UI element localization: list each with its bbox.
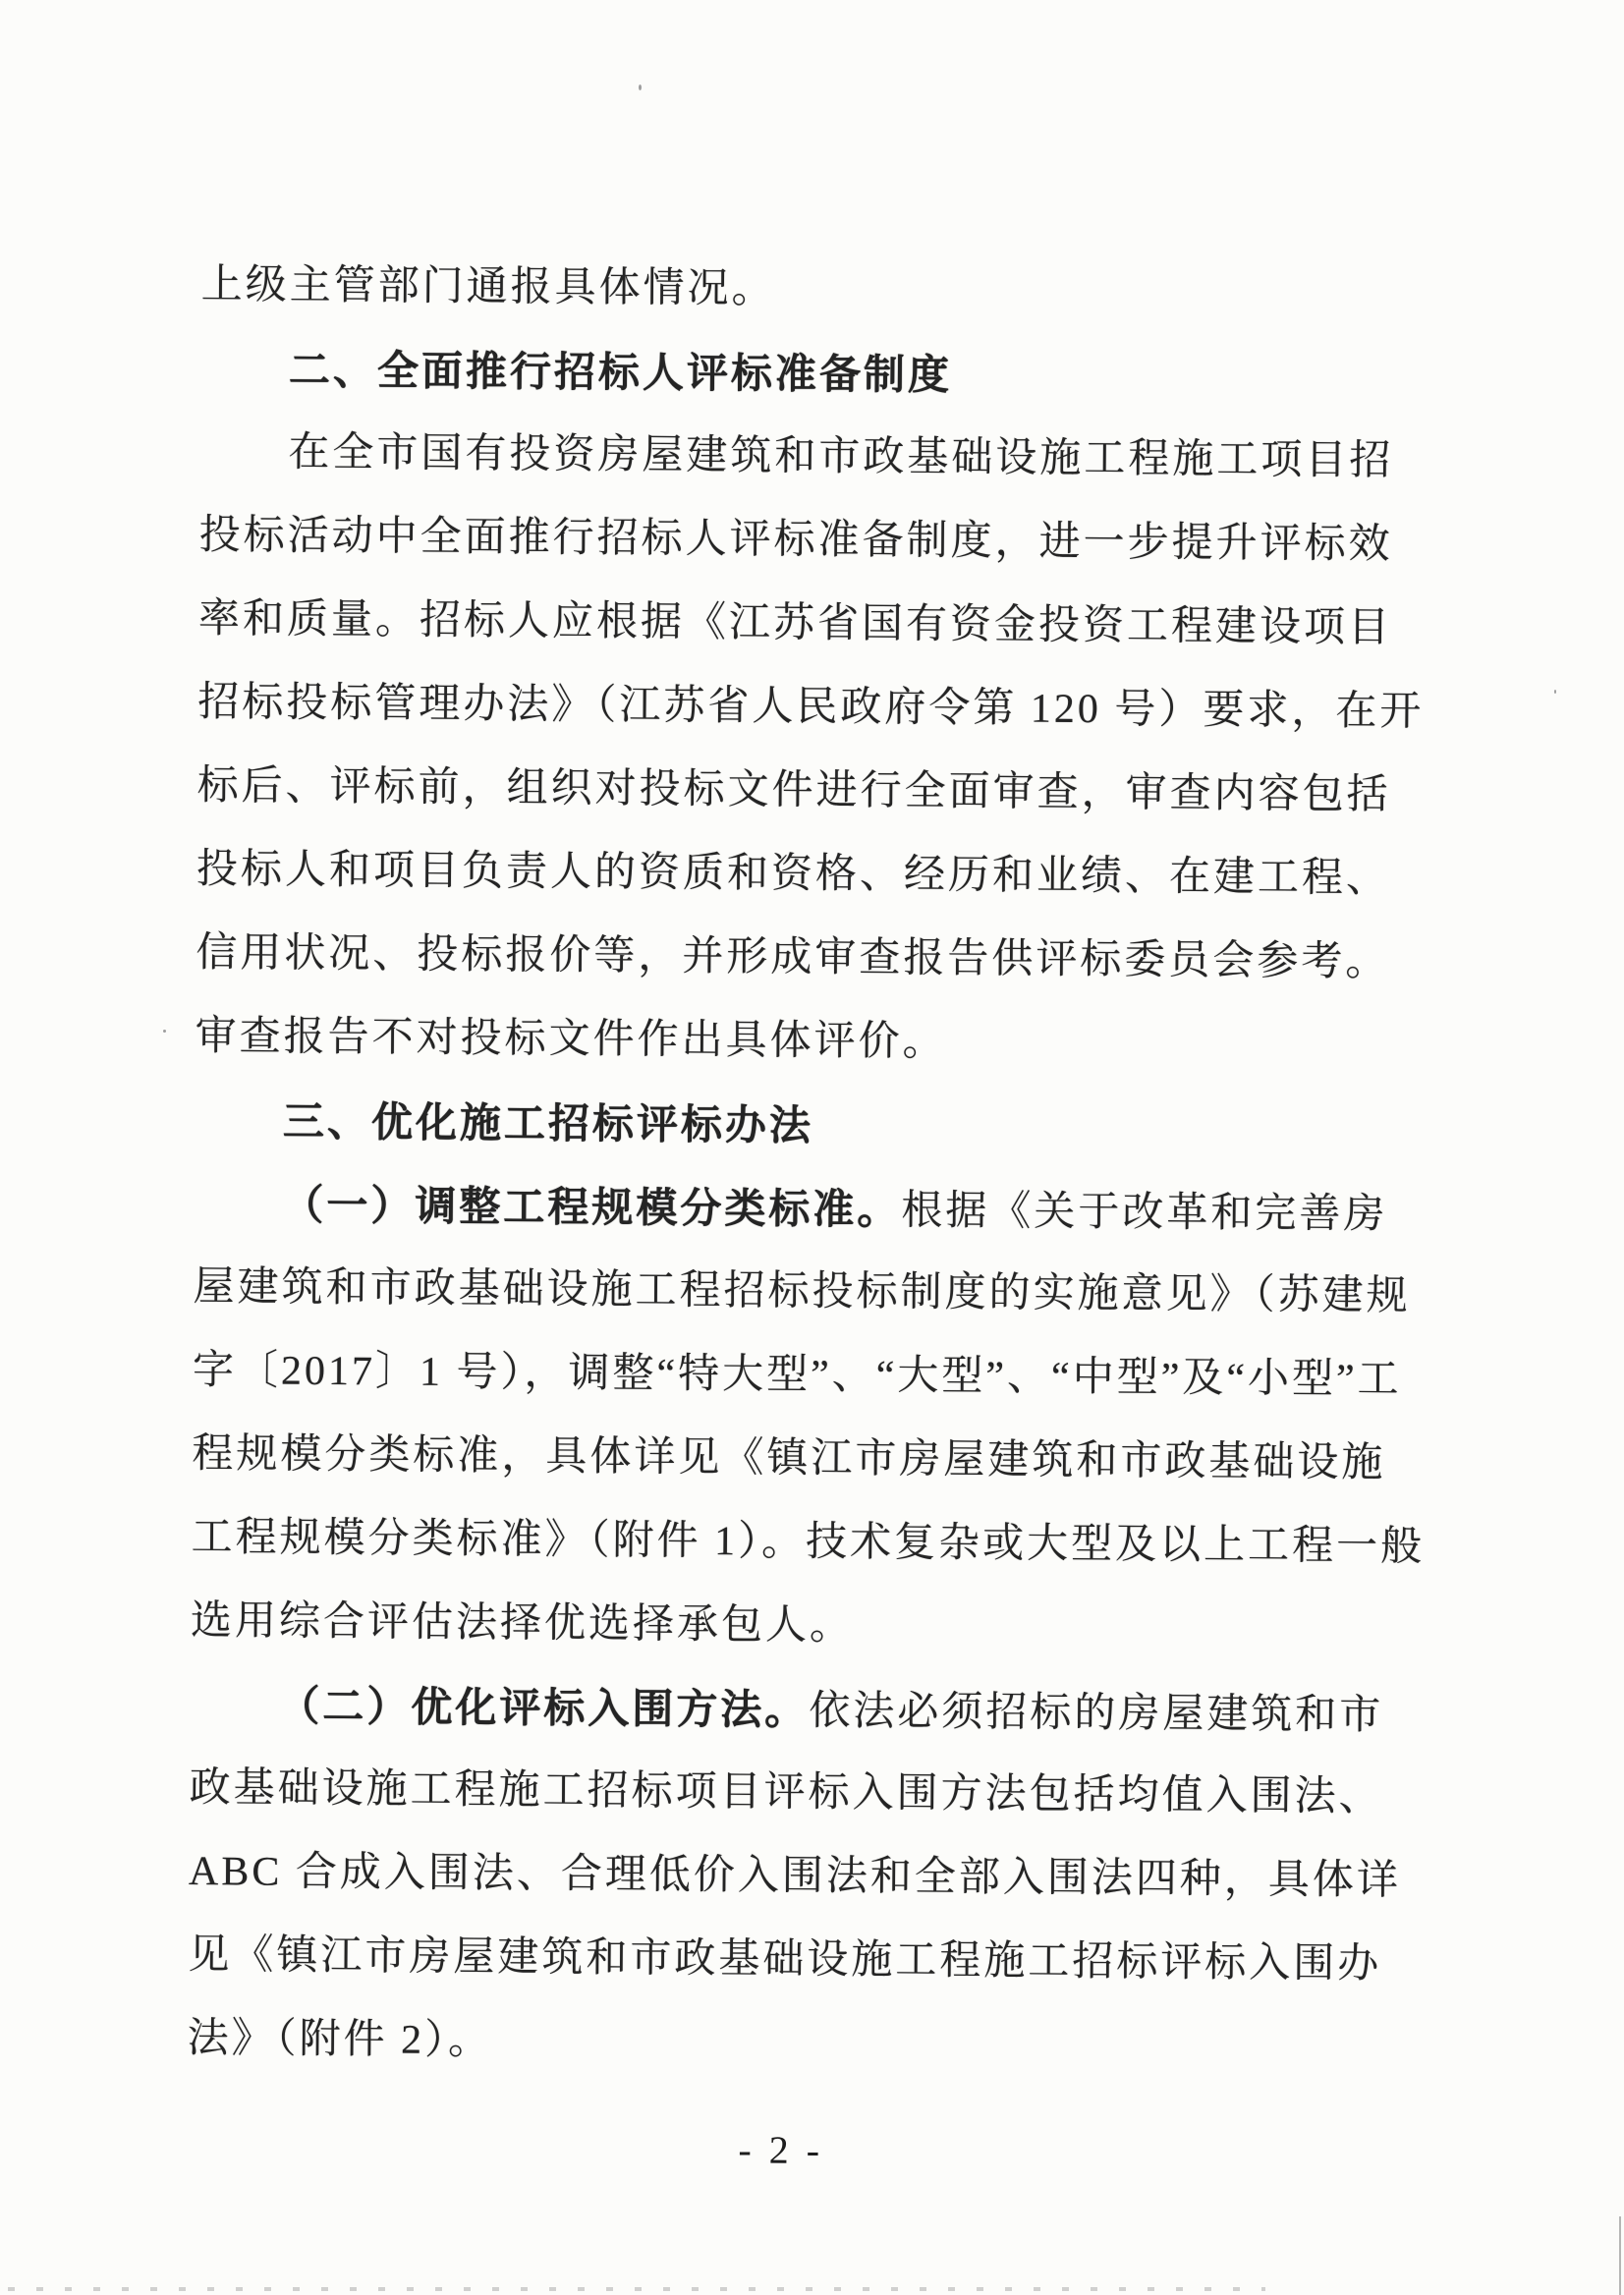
text-line xyxy=(200,327,1420,420)
text-segment: ABC 合成入围法、合理低价入围法和全部入围法四种，具体详 xyxy=(188,1848,1402,1904)
text-segment: 率和质量。招标人应根据《江苏省国有资金投资工程建设项目 xyxy=(197,595,1393,651)
bold-text-segment: （一）调整工程规模分类标准。 xyxy=(282,1181,902,1233)
text-line xyxy=(189,1830,1408,1924)
text-segment: 投标人和项目负责人的资质和资格、经历和业绩、在建工程、 xyxy=(196,846,1391,902)
text-line xyxy=(188,1914,1407,2007)
text-line xyxy=(196,745,1416,838)
document-body xyxy=(186,244,1426,2197)
text-segment: 程规模分类标准，具体详见《镇江市房屋建筑和市政基础设施 xyxy=(192,1430,1386,1486)
text-segment: 招标投标管理办法》（江苏省人民政府令第 120 号）要求，在开 xyxy=(197,679,1425,735)
text-line xyxy=(200,244,1420,337)
text-line xyxy=(196,912,1415,1005)
text-segment: 政基础设施工程施工招标项目评标入围方法包括均值入围法、 xyxy=(189,1764,1383,1820)
text-line xyxy=(190,1663,1409,1757)
text-line xyxy=(197,661,1425,755)
text-segment: 法》（附件 2）。 xyxy=(187,2015,493,2064)
scan-noise-bottom-edge xyxy=(8,2287,1265,2291)
text-line xyxy=(191,1496,1426,1590)
text-line xyxy=(192,1413,1411,1506)
scan-noise-right-edge xyxy=(1619,2216,1621,2295)
text-segment: 见《镇江市房屋建筑和市政基础设施工程施工招标评标入围办 xyxy=(188,1931,1382,1987)
text-segment: 标后、评标前，组织对投标文件进行全面审查，审查内容包括 xyxy=(196,762,1391,818)
scan-speck xyxy=(639,84,642,90)
bold-text-segment: （二）优化评标入围方法。 xyxy=(278,1682,810,1733)
text-line xyxy=(187,1997,1406,2091)
bold-text-segment: 二、全面推行招标人评标准备制度 xyxy=(288,346,953,399)
text-line xyxy=(199,411,1419,504)
text-line xyxy=(193,1246,1412,1339)
scan-speck xyxy=(163,1030,166,1033)
text-segment: 根据《关于改革和完善房 xyxy=(901,1188,1388,1238)
text-line xyxy=(196,828,1416,922)
text-segment: 屋建筑和市政基础设施工程招标投标制度的实施意见》（苏建规 xyxy=(193,1263,1411,1319)
page-number: - 2 - xyxy=(738,2127,824,2173)
text-segment: 在全市国有投资房屋建筑和市政基础设施工程施工项目招 xyxy=(288,429,1394,484)
text-segment: 工程规模分类标准》（附件 1）。技术复杂或大型及以上工程一般 xyxy=(191,1514,1426,1570)
text-line xyxy=(195,995,1414,1089)
text-line xyxy=(191,1580,1410,1673)
text-line xyxy=(189,1747,1408,1840)
text-segment: 信用状况、投标报价等，并形成审查报告供评标委员会参考。 xyxy=(196,929,1390,985)
text-segment: 上级主管部门通报具体情况。 xyxy=(200,261,776,312)
text-line xyxy=(198,494,1418,588)
text-segment: 字〔2017〕1 号），调整“特大型”、“大型”、“中型”及“小型”工 xyxy=(192,1347,1402,1403)
text-segment: 投标活动中全面推行招标人评标准备制度，进一步提升评标效 xyxy=(198,512,1393,568)
text-segment: 审查报告不对投标文件作出具体评价。 xyxy=(195,1013,947,1065)
text-line xyxy=(193,1329,1412,1423)
text-line xyxy=(198,578,1418,671)
text-line xyxy=(194,1162,1413,1256)
bold-text-segment: 三、优化施工招标评标办法 xyxy=(282,1097,814,1148)
scan-speck xyxy=(1554,690,1556,694)
text-segment: 选用综合评估法择优选择承包人。 xyxy=(190,1597,855,1650)
text-line xyxy=(195,1079,1414,1172)
text-segment: 依法必须招标的房屋建筑和市 xyxy=(809,1688,1384,1739)
